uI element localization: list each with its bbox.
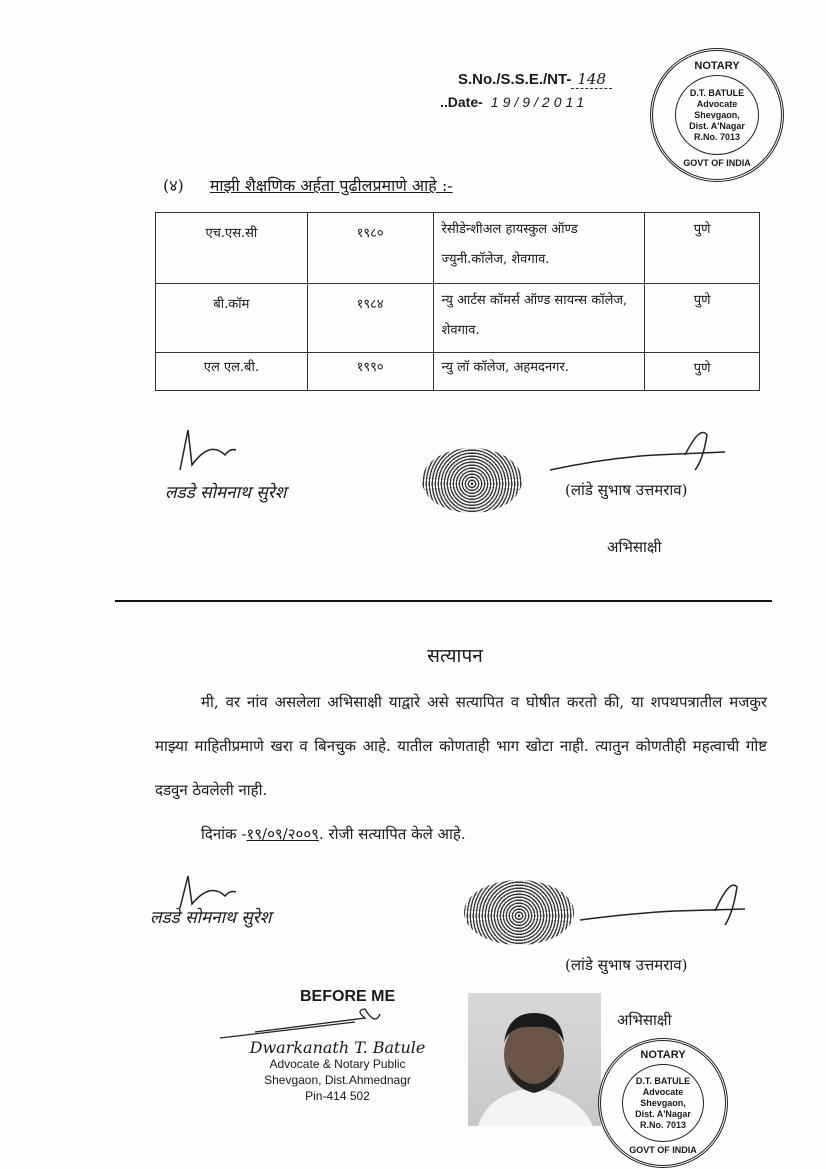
stamp-line: D.T. BATULE (689, 87, 745, 98)
institution-cell: न्यु लॉ कॉलेज, अहमदनगर. (433, 353, 645, 391)
degree-cell: एच.एस.सी (156, 213, 308, 284)
serial-number (458, 70, 612, 88)
deponent-signature (545, 420, 735, 480)
deponent-role-2: अभिसाक्षी (617, 1011, 672, 1029)
stamp-ring-top: NOTARY (694, 60, 740, 72)
before-me-label: BEFORE ME (300, 988, 396, 1005)
notary-pin: Pin-414 502 (305, 1089, 370, 1103)
stamp-line: Shevgaon, (640, 1097, 686, 1108)
notary-stamp-top (650, 48, 784, 182)
deponent-role: अभिसाक्षी (607, 538, 662, 556)
stamp-ring-top: NOTARY (640, 1049, 686, 1061)
verification-text: मी, वर नांव असलेला अभिसाक्षी याद्वारे असे सत्यापित व घोषीत करतो की, या शपथपत्रातील मजकुर माझ्या माहितीप्रमाणे खरा व बिनचुक आहे. यातील कोणताही भाग खोटा नाही. त्यातुन कोणतीही महत्वाची गोष्ट दडवुन ठेवलेली नाही. (155, 693, 767, 799)
witness-signature: लडडे सोमनाथ सुरेश (165, 483, 287, 503)
institution-cell: रेसीडेन्शीअल हायस्कुल ऑण्ड ज्युनी.कॉलेज, शेवगाव. (433, 213, 645, 284)
section-heading (163, 174, 453, 196)
serial-value: 148 (571, 70, 612, 89)
date-suffix: . रोजी सत्यापित केले आहे. (318, 825, 466, 843)
stamp-line: Advocate (642, 1086, 684, 1097)
verification-title: सत्यापन (427, 645, 483, 667)
initials-scribble (170, 420, 240, 480)
table-row (156, 213, 760, 284)
date-label: ..Date- (440, 94, 483, 110)
date-prefix: दिनांक - (201, 825, 247, 843)
reference-date (440, 94, 588, 110)
stamp-line: Shevgaon, (694, 109, 740, 120)
board-cell: पुणे (645, 213, 760, 284)
divider (115, 600, 772, 602)
table-row (156, 353, 760, 391)
stamp-line: R.No. 7013 (639, 1119, 687, 1130)
deponent-name: (लांडे सुभाष उत्तमराव) (565, 481, 688, 499)
stamp-line: D.T. BATULE (635, 1075, 691, 1086)
verification-date: १९/०९/२००९ (246, 825, 319, 843)
serial-label: S.No./S.S.E./NT- (458, 71, 572, 88)
deponent-signature-2 (575, 875, 755, 935)
stamp-line: Advocate (696, 98, 738, 109)
stamp-line: R.No. 7013 (693, 131, 741, 142)
table-row (156, 284, 760, 353)
board-cell: पुणे (645, 353, 760, 391)
degree-cell: बी.कॉम (156, 284, 308, 353)
notary-stamp-bottom (598, 1038, 728, 1168)
thumbprint-2 (464, 880, 574, 945)
initials-scribble-2 (170, 870, 240, 910)
section-number: (४) (163, 176, 184, 195)
notary-name: Dwarkanath T. Batule (249, 1038, 426, 1057)
stamp-line: Dist. A'Nagar (635, 1108, 691, 1119)
stamp-ring-bottom: GOVT OF INDIA (683, 158, 751, 168)
thumbprint (422, 448, 522, 513)
year-cell: १९८४ (307, 284, 433, 353)
section-title: माझी शैक्षणिक अर्हता पुढीलप्रमाणे आहे :- (209, 176, 453, 195)
notary-details (215, 1040, 460, 1104)
person-photo-icon (468, 993, 601, 1126)
verification-paragraph (155, 680, 767, 856)
year-cell: १९९० (307, 353, 433, 391)
degree-cell: एल एल.बी. (156, 353, 308, 391)
deponent-name-2: (लांडे सुभाष उत्तमराव) (565, 956, 688, 974)
date-value: 19/9/2011 (490, 94, 589, 110)
notary-signature (215, 1008, 385, 1040)
notary-address: Shevgaon, Dist.Ahmednagr (264, 1073, 411, 1087)
verification-date-line (155, 812, 767, 856)
year-cell: १९८० (307, 213, 433, 284)
witness-signature-2: लडडे सोमनाथ सुरेश (150, 908, 272, 928)
deponent-photo (468, 993, 601, 1126)
stamp-line: Dist. A'Nagar (689, 120, 745, 131)
board-cell: पुणे (645, 284, 760, 353)
notary-title: Advocate & Notary Public (269, 1057, 406, 1071)
qualification-table (155, 212, 760, 391)
stamp-ring-bottom: GOVT OF INDIA (629, 1145, 697, 1155)
institution-cell: न्यु आर्टस कॉमर्स ऑण्ड सायन्स कॉलेज, शेवगाव. (433, 284, 645, 353)
